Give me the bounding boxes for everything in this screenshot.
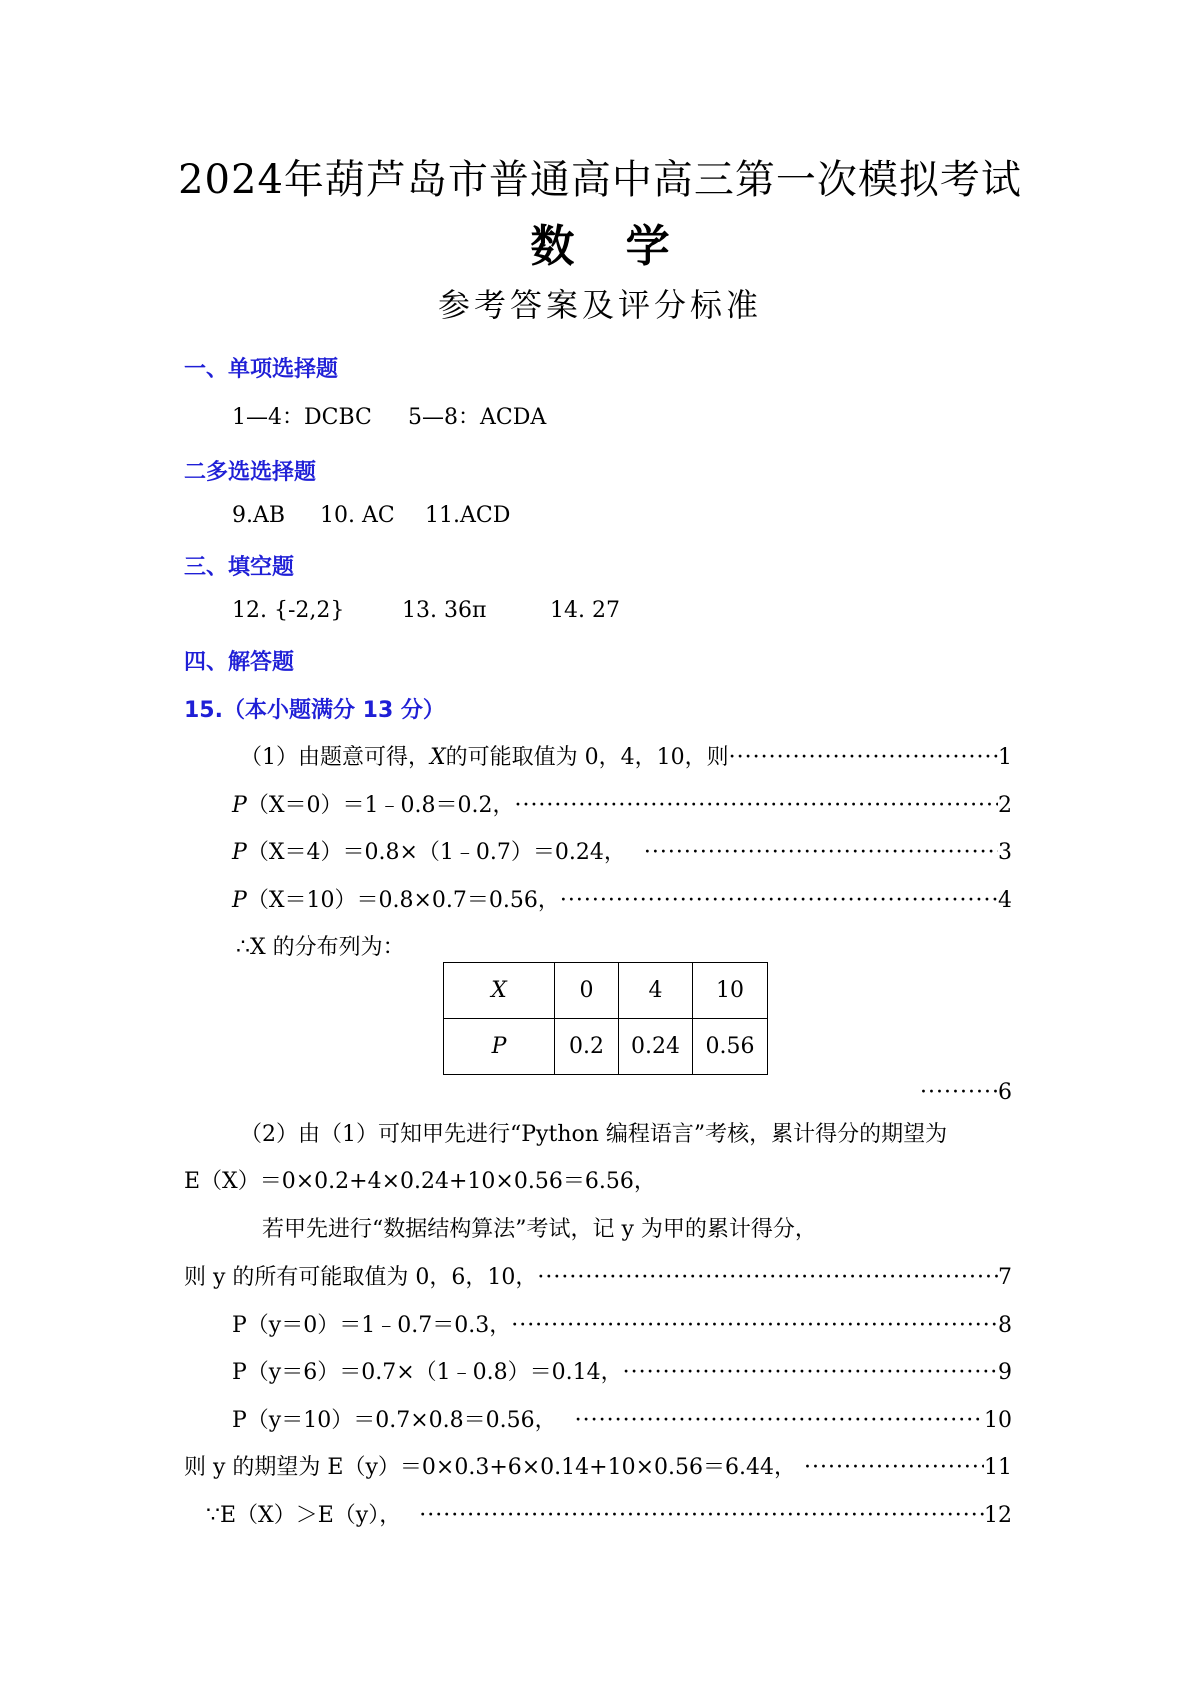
solution-line-compare: ∵E（X）＞E（y）， ····· 12 bbox=[206, 1498, 1012, 1529]
exam-title: 2024年葫芦岛市普通高中高三第一次模拟考试 bbox=[178, 157, 1022, 203]
answer-13: 13. 36π bbox=[402, 598, 487, 623]
table-row: P 0.2 0.24 0.56 bbox=[444, 1019, 768, 1075]
section-heading-solutions: 四、解答题 bbox=[184, 650, 295, 675]
answer-9: 9.AB bbox=[232, 503, 286, 528]
answer-5-8: 5—8：ACDA bbox=[408, 405, 547, 430]
solution-line-p10: P（X＝10）＝0.8×0.7＝0.56， ····· 4 bbox=[232, 883, 1012, 914]
part2-line-3: 若甲先进行“数据结构算法”考试，记 y 为甲的累计得分， bbox=[262, 1217, 817, 1242]
solution-line-py0: P（y＝0）＝1﹣0.7＝0.3， ····· 8 bbox=[232, 1308, 1012, 1339]
answer-10: 10. AC bbox=[320, 503, 395, 528]
section-heading-single-choice: 一、单项选择题 bbox=[184, 357, 339, 382]
answer-1-4: 1—4：DCBC bbox=[232, 405, 372, 430]
answer-14: 14. 27 bbox=[550, 598, 620, 623]
part2-line-2: E（X）＝0×0.2+4×0.24+10×0.56＝6.56， bbox=[184, 1169, 656, 1194]
answer-11: 11.ACD bbox=[425, 503, 511, 528]
distribution-table bbox=[443, 962, 768, 1075]
section-heading-multi-choice: 二多选选择题 bbox=[184, 460, 317, 485]
solution-line-py6: P（y＝6）＝0.7×（1﹣0.8）＝0.14， ····· 9 bbox=[232, 1355, 1012, 1386]
answer-key-subtitle: 参考答案及评分标准 bbox=[437, 286, 762, 324]
solution-line-ey: 则 y 的期望为 E（y）＝0×0.3+6×0.14+10×0.56＝6.44， ····· 11 bbox=[184, 1450, 1012, 1481]
part2-line-4: 则 y 的所有可能取值为 0，6，10， ····· 7 bbox=[184, 1260, 1012, 1291]
part2-line-1: （2）由（1）可知甲先进行“Python 编程语言”考核，累计得分的期望为 bbox=[240, 1122, 948, 1147]
question-15-heading: 15.（本小题满分 13 分） bbox=[184, 698, 445, 723]
leader-dots bbox=[729, 745, 998, 770]
section-heading-fill-blank: 三、填空题 bbox=[184, 555, 295, 580]
solution-line-p4: P（X＝4）＝0.8×（1﹣0.7）＝0.24， ····· 3 bbox=[232, 835, 1012, 866]
solution-line-1 bbox=[240, 740, 1012, 771]
table-score-line: ····· 6 bbox=[920, 1080, 1012, 1105]
solution-line-p0: P（X＝0）＝1﹣0.8＝0.2， ····· 2 bbox=[232, 788, 1012, 819]
subject-title: 数 学 bbox=[530, 221, 688, 272]
solution-line-py10: P（y＝10）＝0.7×0.8＝0.56， ····· 10 bbox=[232, 1403, 1012, 1434]
table-row: X 0 4 10 bbox=[444, 963, 768, 1019]
score-marker: 1 bbox=[998, 745, 1012, 770]
distribution-intro: ∴X 的分布列为： bbox=[236, 935, 405, 960]
solution-text: （1）由题意可得，X的可能取值为 0，4，10，则 bbox=[240, 745, 729, 770]
answer-12: 12. {-2,2} bbox=[232, 598, 345, 623]
